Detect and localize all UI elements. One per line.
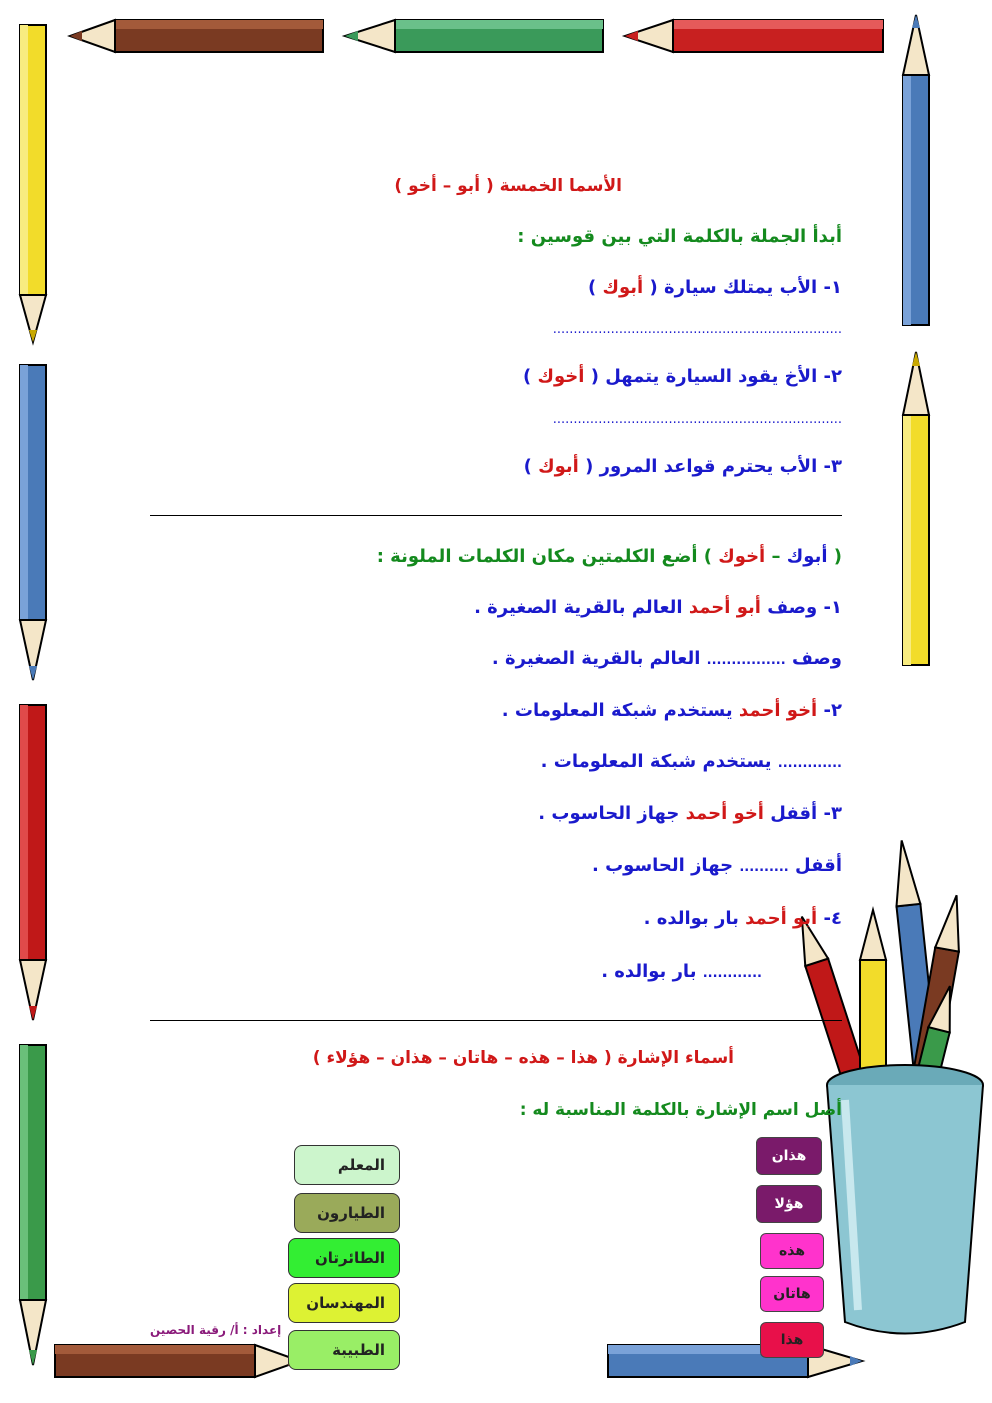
pronoun-box-hathihi[interactable]: هذه	[760, 1233, 824, 1269]
section-3-title: أسماء الإشارة ( هذا – هذه – هاتان – هذان – هؤلاء )	[312, 1048, 734, 1068]
pencil-icon	[55, 1345, 300, 1377]
exercise-1-item-3: ٣- الأب يحترم قواعد المرور ( أبوك )	[523, 456, 842, 477]
pronoun-box-hatha[interactable]: هذا	[760, 1322, 824, 1358]
pencil-icon	[20, 365, 46, 680]
pencil-icon	[903, 352, 929, 665]
exercise-2-answer-1[interactable]: وصف ................ العالم بالقرية الصغيرة .	[491, 648, 842, 669]
author-credit: إعداد : أ/ رقية الحصين	[150, 1323, 282, 1337]
page-title: الأسما الخمسة ( أبو – أخو )	[394, 176, 622, 196]
answer-line-1[interactable]: ......................................................................	[552, 322, 842, 337]
exercise-2-answer-2[interactable]: ............. يستخدم شبكة المعلومات .	[540, 751, 842, 772]
noun-box-teacher[interactable]: المعلم	[294, 1145, 400, 1185]
noun-box-planes[interactable]: الطائرتان	[288, 1238, 400, 1278]
exercise-2-item-1: ١- وصف أبو أحمد العالم بالقرية الصغيرة .	[474, 597, 842, 618]
pencil-icon	[70, 20, 323, 52]
pencil-icon	[20, 1045, 46, 1365]
pencil-icon	[20, 25, 46, 342]
pronoun-box-hathan[interactable]: هذان	[756, 1137, 822, 1175]
exercise-2-item-4: ٤- أبو أحمد بار بوالده .	[643, 908, 842, 929]
instruction-2: ( أبوك – أخوك ) أضع الكلمتين مكان الكلمات الملونة :	[376, 546, 842, 567]
section-divider	[150, 1020, 842, 1021]
exercise-1-item-2: ٢- الأخ يقود السيارة يتمهل ( أخوك )	[522, 366, 842, 387]
pencil-icon	[903, 15, 929, 325]
pencil-icon	[345, 20, 603, 52]
instruction-1: أبدأ الجملة بالكلمة التي بين قوسين :	[517, 226, 842, 247]
noun-box-doctor[interactable]: الطبيبة	[288, 1330, 400, 1370]
exercise-2-answer-4[interactable]: ............ بار بوالده .	[601, 961, 762, 982]
exercise-1-item-1: ١- الأب يمتلك سيارة ( أبوك )	[587, 277, 842, 298]
exercise-2-item-2: ٢- أخو أحمد يستخدم شبكة المعلومات .	[501, 700, 842, 721]
instruction-3: أصل اسم الإشارة بالكلمة المناسبة له :	[519, 1100, 842, 1120]
noun-box-pilots[interactable]: الطيارون	[294, 1193, 400, 1233]
exercise-2-answer-3[interactable]: أقفل .......... جهاز الحاسوب .	[591, 855, 842, 876]
section-divider	[150, 515, 842, 516]
pronoun-box-haula[interactable]: هؤلا	[756, 1185, 822, 1223]
answer-line-2[interactable]: ......................................................................	[552, 412, 842, 427]
exercise-2-item-3: ٣- أقفل أخو أحمد جهاز الحاسوب .	[538, 803, 842, 824]
pencil-icon	[625, 20, 883, 52]
pronoun-box-hatan[interactable]: هاتان	[760, 1276, 824, 1312]
pencil-icon	[20, 705, 46, 1020]
noun-box-engineers[interactable]: المهندسان	[288, 1283, 400, 1323]
